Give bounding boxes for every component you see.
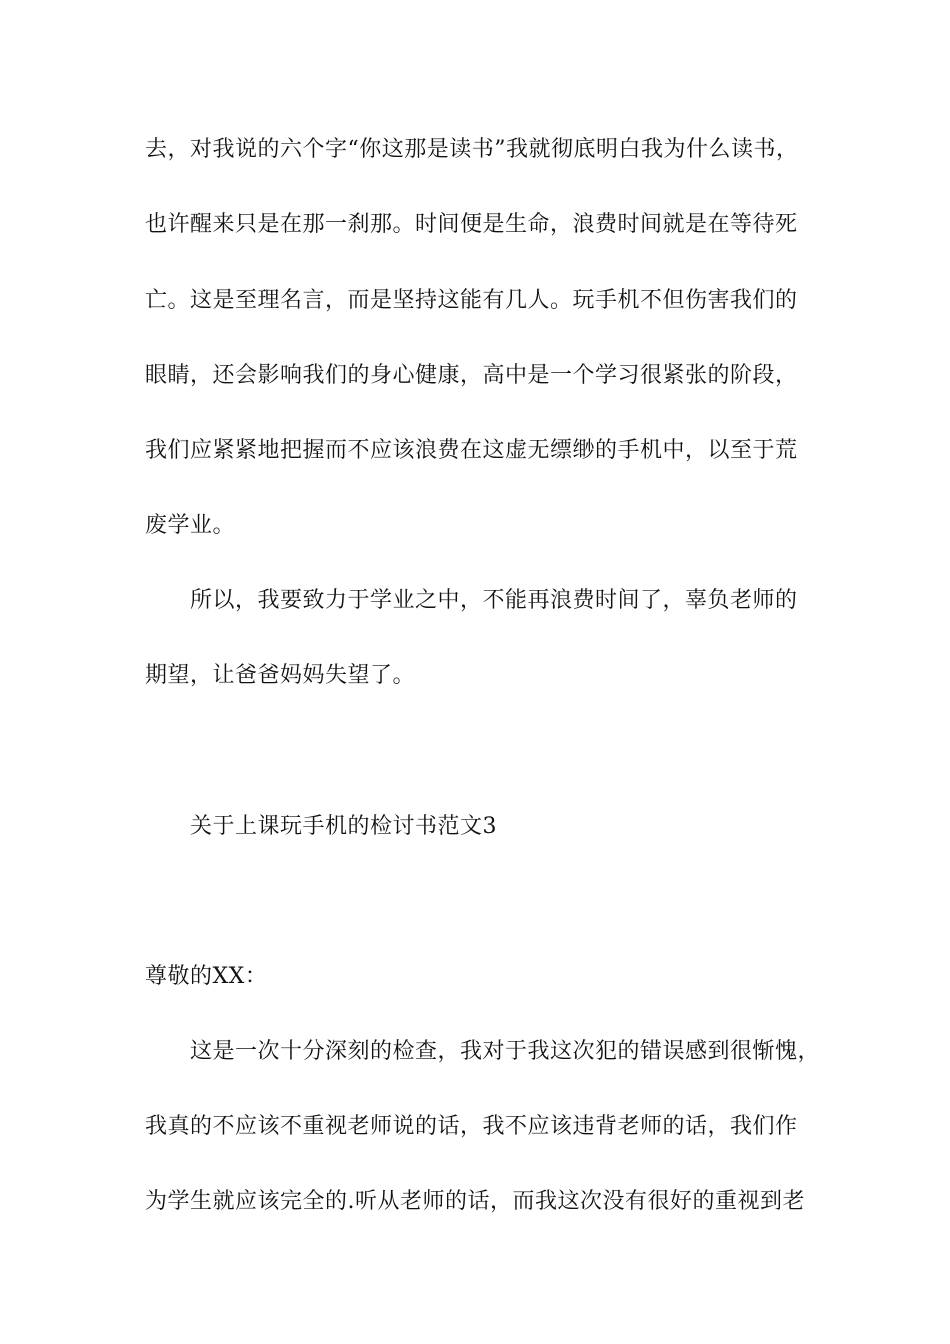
- section-title: 关于上课玩手机的检讨书范文3: [190, 814, 497, 839]
- paragraph-1-line-6: 废学业。: [145, 513, 236, 538]
- paragraph-1-line-1: 去，对我说的六个字“你这那是读书”我就彻底明白我为什么读书，: [145, 137, 799, 162]
- paragraph-3-line-2: 我真的不应该不重视老师说的话，我不应该违背老师的话，我们作: [145, 1114, 798, 1139]
- paragraph-2-line-1: 所以，我要致力于学业之中，不能再浪费时间了，辜负老师的: [190, 588, 798, 613]
- salutation: 尊敬的XX：: [145, 964, 268, 989]
- paragraph-1-line-4: 眼睛，还会影响我们的身心健康，高中是一个学习很紧张的阶段，: [145, 363, 798, 388]
- paragraph-1-line-2: 也许醒来只是在那一刹那。时间便是生命，浪费时间就是在等待死: [145, 212, 798, 237]
- paragraph-3-line-3: 为学生就应该完全的.听从老师的话，而我这次没有很好的重视到老: [145, 1189, 805, 1214]
- paragraph-1-line-5: 我们应紧紧地把握而不应该浪费在这虚无缥缈的手机中，以至于荒: [145, 438, 798, 463]
- paragraph-3-line-1: 这是一次十分深刻的检查，我对于我这次犯的错误感到很惭愧，: [190, 1039, 821, 1064]
- paragraph-1-line-3: 亡。这是至理名言，而是坚持这能有几人。玩手机不但伤害我们的: [145, 288, 798, 313]
- paragraph-2-line-2: 期望，让爸爸妈妈失望了。: [145, 663, 416, 688]
